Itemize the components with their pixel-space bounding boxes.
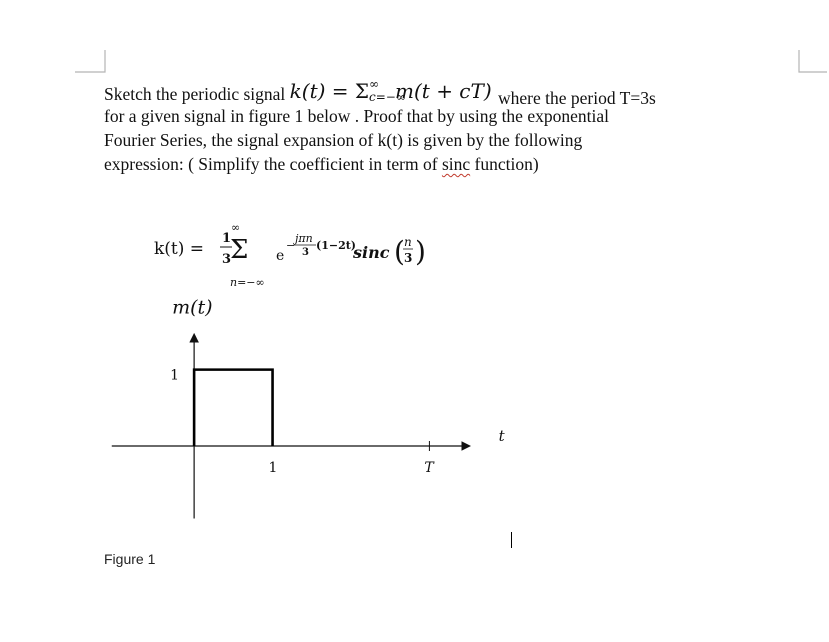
sum-symbol: Σ — [354, 79, 370, 103]
exp-tail: (1−2t) — [316, 239, 357, 252]
sum-lower: c=−∞ — [369, 90, 406, 104]
coef-numerator: 1 — [222, 231, 232, 246]
signal-definition — [290, 79, 498, 103]
sinc-close-paren: ) — [415, 235, 426, 268]
coef-denominator: 3 — [222, 252, 232, 267]
y-axis-label: m(t) — [172, 296, 213, 319]
formula-lhs: k(t) = — [154, 239, 205, 259]
problem-line-3: Fourier Series, the signal expansion of k(t) is given by the following — [104, 130, 583, 150]
exp-frac-den: 3 — [302, 247, 309, 258]
signal-rhs: m(t + cT) — [395, 79, 492, 103]
x-tick-label-T: T — [424, 460, 434, 476]
sinc-label: sinc — [353, 243, 390, 262]
exp-frac-num: jπn — [295, 232, 313, 245]
problem-line-1 — [104, 77, 804, 108]
fourier-series-formula — [150, 222, 490, 297]
line1-suffix: where the period T=3s — [498, 88, 656, 108]
signal-lhs: k(t) = — [289, 79, 355, 103]
crop-mark-top-right — [797, 50, 829, 74]
x-tick-label-1: 1 — [268, 460, 278, 476]
signal-pulse-line — [194, 370, 272, 446]
y-tick-label-1: 1 — [170, 367, 180, 384]
problem-line-2: for a given signal in figure 1 below . Proof that by using the exponential — [104, 106, 609, 126]
spellcheck-flagged-word[interactable]: sinc — [441, 154, 471, 174]
sum-limits — [369, 77, 406, 104]
sinc-open-paren: ( — [394, 235, 405, 268]
line1-prefix: Sketch the periodic signal — [104, 84, 286, 104]
sum-symbol: Σ — [230, 235, 249, 265]
problem-line-4 — [104, 152, 804, 176]
text-cursor — [511, 532, 512, 548]
sum-lower-limit: n=−∞ — [230, 276, 265, 289]
exp-minus: − — [286, 239, 296, 252]
sum-upper: ∞ — [369, 77, 380, 91]
sinc-frac-den: 3 — [404, 251, 413, 265]
figure-caption: Figure 1 — [104, 551, 156, 567]
exp-base: e — [276, 248, 285, 264]
x-axis-label: t — [498, 427, 505, 445]
crop-mark-top-left — [75, 50, 107, 74]
line4-suffix: function) — [470, 154, 539, 174]
line4-prefix: expression: ( Simplify the coefficient in term of — [104, 154, 442, 174]
sinc-frac-num: n — [404, 235, 412, 249]
sum-upper-limit: ∞ — [231, 221, 241, 234]
problem-paragraph — [104, 77, 804, 176]
figure-1-plot — [100, 296, 505, 530]
